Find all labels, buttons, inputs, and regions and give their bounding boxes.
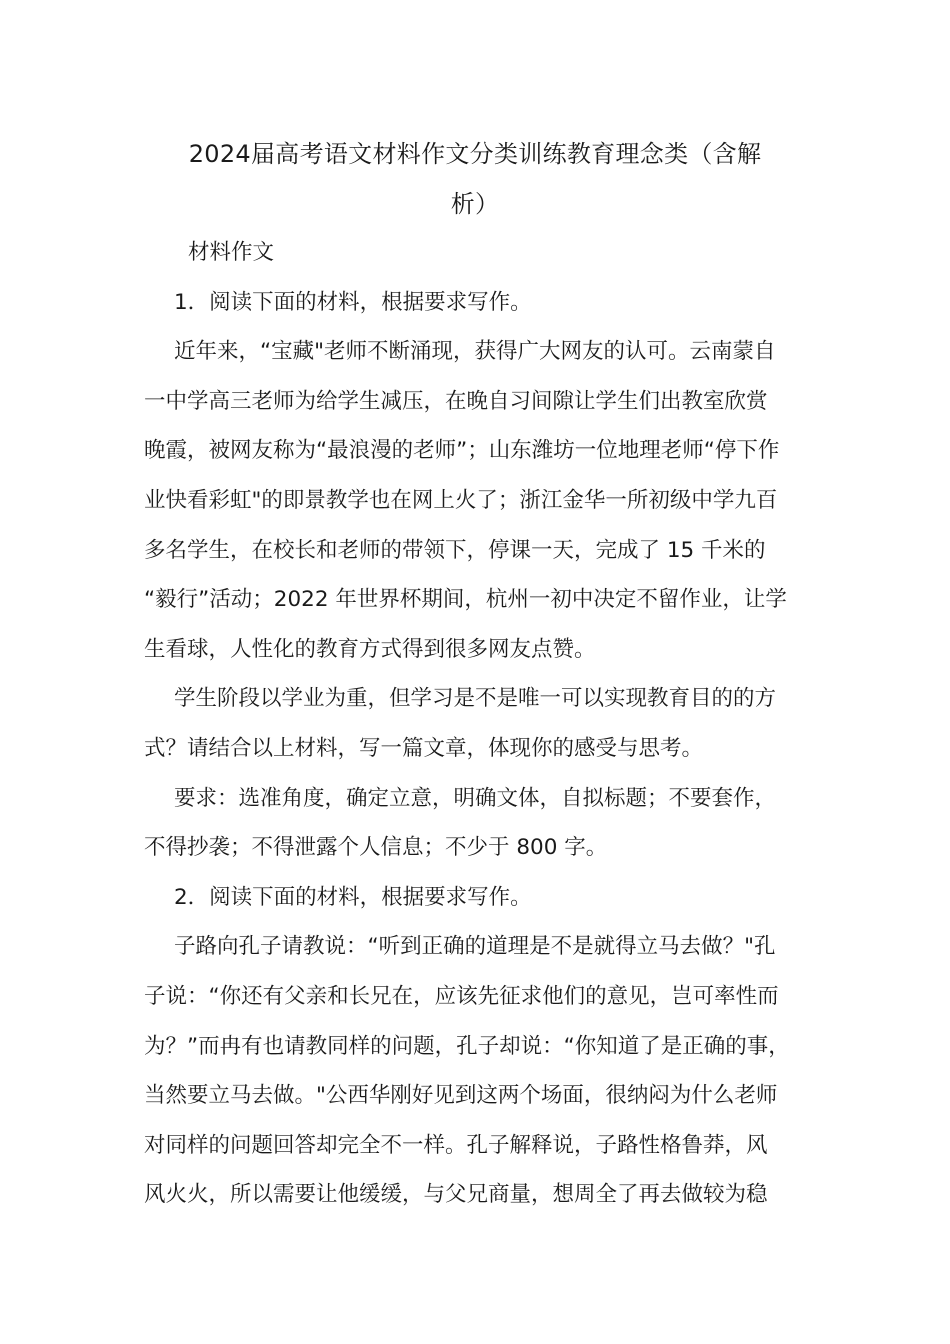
paragraph-line: 学生阶段以学业为重，但学习是不是唯一可以实现教育目的的方 [174,686,777,712]
paragraph-line: 近年来，“宝藏"老师不断涌现，获得广大网友的认可。云南蒙自 [174,339,776,365]
requirements-line: 不得抄袭；不得泄露个人信息；不少于 800 字。 [144,835,608,861]
paragraph-line: 为？”而冉有也请教同样的问题，孔子却说：“你知道了是正确的事， [144,1033,790,1059]
paragraph-line: 对同样的问题回答却完全不一样。孔子解释说，子路性格鲁莽，风 [144,1132,768,1158]
paragraph-line: “毅行”活动；2022 年世界杯期间，杭州一初中决定不留作业，让学 [144,587,787,613]
section-heading: 材料作文 [188,240,275,265]
requirements-line: 要求：选准角度，确定立意，明确文体，自拟标题；不要套作， [174,785,777,811]
paragraph-line: 式？请结合以上材料，写一篇文章，体现你的感受与思考。 [144,735,704,761]
question-1-prompt: 1．阅读下面的材料，根据要求写作。 [174,289,532,315]
paragraph-line: 风火火，所以需要让他缓缓，与父兄商量，想周全了再去做较为稳 [144,1182,768,1208]
document-title-line-2: 析） [450,190,500,218]
paragraph-line: 多名学生，在校长和老师的带领下，停课一天，完成了 15 千米的 [144,537,766,563]
question-2-prompt: 2．阅读下面的材料，根据要求写作。 [174,884,532,910]
document-body [144,228,806,1220]
paragraph-line: 晚霞，被网友称为“最浪漫的老师”；山东潍坊一位地理老师“停下作 [144,438,780,464]
paragraph-line: 子路向孔子请教说：“听到正确的道理是不是就得立马去做？"孔 [174,934,776,960]
paragraph-line: 一中学高三老师为给学生减压，在晚自习间隙让学生们出教室欣赏 [144,388,768,414]
paragraph-line: 当然要立马去做。"公西华刚好见到这两个场面，很纳闷为什么老师 [144,1083,778,1109]
paragraph-line: 业快看彩虹"的即景教学也在网上火了；浙江金华一所初级中学九百 [144,487,778,513]
document-title-line-1: 2024届高考语文材料作文分类训练教育理念类（含解 [188,140,762,168]
paragraph-line: 子说：“你还有父亲和长兄在，应该先征求他们的意见，岂可率性而 [144,983,779,1009]
paragraph-line: 生看球，人性化的教育方式得到很多网友点赞。 [144,636,596,662]
